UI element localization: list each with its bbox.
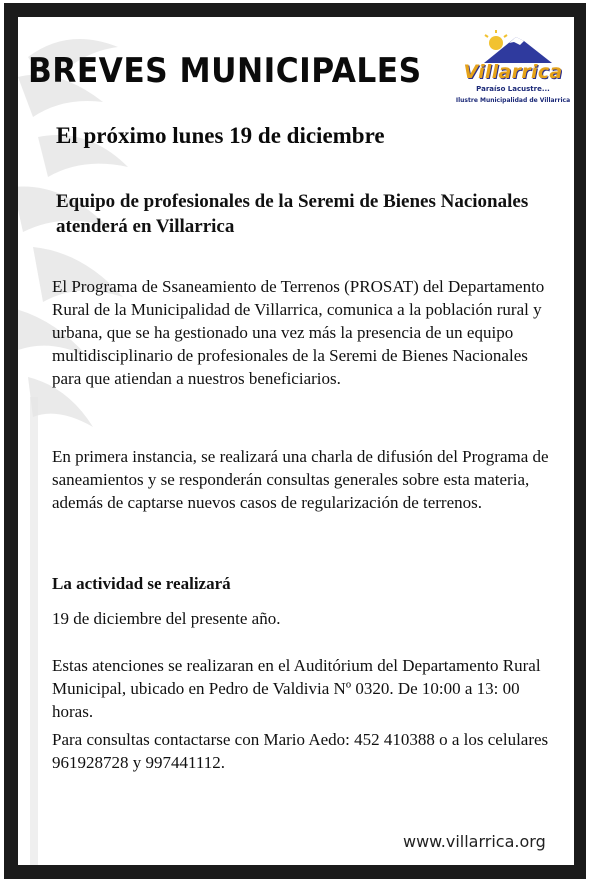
- paragraph-prosat: El Programa de Ssaneamiento de Terrenos (PROSAT) del Departamento Rural de la Municipalidad de Villarrica, comunica a la población rural y urbana, que se ha gestionado una vez más la presencia de un equipo multidisciplinario de profesionales de la Seremi de Bienes Nacionales para que atiendan a nuestros beneficiarios.: [52, 277, 545, 388]
- paragraph-contact: Para consultas contactarse con Mario Aedo: 452 410388 o a los celulares 961928728 y 997441112.: [52, 730, 549, 772]
- logo-slogan: Paraíso Lacustre...: [476, 85, 550, 93]
- activity-heading: La actividad se realizará: [52, 574, 231, 593]
- website-link[interactable]: www.villarrica.org: [403, 832, 546, 851]
- subheadline: Equipo de profesionales de la Seremi de Bienes Nacionales atenderá en Villarrica: [56, 191, 529, 237]
- paragraph-location: Estas atenciones se realizaran en el Auditórium del Departamento Rural Municipal, ubicado en Pedro de Valdivia Nº 0320. De 10:00 a 13: 00 horas.: [52, 656, 541, 721]
- header-title: BREVES MUNICIPALES: [28, 51, 422, 91]
- poster-frame: [4, 3, 586, 879]
- activity-date: 19 de diciembre del presente año.: [52, 609, 281, 628]
- headline: El próximo lunes 19 de diciembre: [56, 123, 385, 148]
- villarrica-logo: [454, 27, 572, 109]
- logo-subtitle: Ilustre Municipalidad de Villarrica: [455, 97, 571, 104]
- poster: [18, 17, 574, 865]
- logo-name: Villarrica: [463, 61, 563, 83]
- paragraph-charla: En primera instancia, se realizará una charla de difusión del Programa de saneamientos y se responderán consultas generales sobre esta materia, además de captarse nuevos casos de regularización de terrenos.: [52, 447, 549, 512]
